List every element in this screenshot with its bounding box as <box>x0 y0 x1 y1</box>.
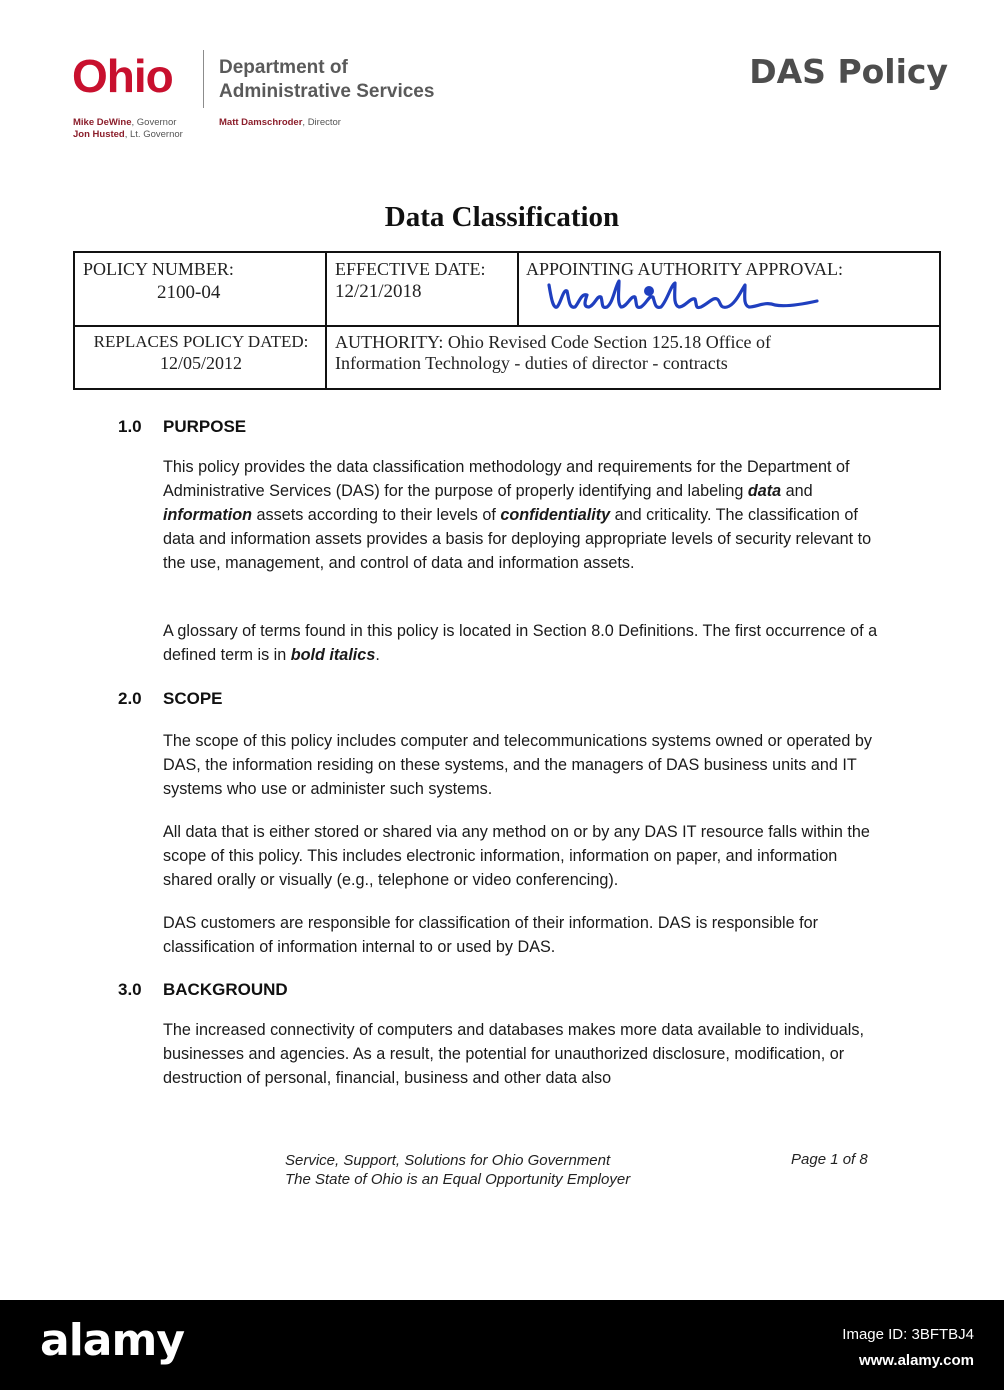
section-number: 1.0 <box>118 417 142 436</box>
defined-term: confidentiality <box>500 506 611 524</box>
authority-cell <box>335 332 935 374</box>
scope-paragraph-2: All data that is either stored or shared via any method on or by any DAS IT resource falls within the scope of this policy. This includes electronic information, information on paper, and information shared orally or visually (e.g., telephone or video conferencing). <box>163 823 870 889</box>
department-line-1: Department of <box>219 57 348 78</box>
text-run: and <box>781 482 813 500</box>
department-name <box>219 56 434 104</box>
replaces-cell <box>83 332 319 374</box>
doc-type-label: DAS Policy <box>749 52 948 91</box>
section-heading-background <box>118 980 288 1000</box>
watermark-logo: alamy <box>40 1315 184 1366</box>
scope-paragraph-1: The scope of this policy includes computer and telecommunications systems owned or operated by DAS, the information residing on these systems, and the managers of DAS business units and IT systems who use or administer such systems. <box>163 732 873 798</box>
footer-line-1: Service, Support, Solutions for Ohio Government <box>285 1152 611 1169</box>
section-title: BACKGROUND <box>163 980 288 999</box>
defined-term: data <box>747 482 782 500</box>
director-title: , Director <box>302 117 341 128</box>
section-heading-scope <box>118 689 223 709</box>
text-run: assets according to their levels of <box>252 506 501 524</box>
logo-divider <box>203 50 204 108</box>
text-run: . <box>375 646 380 664</box>
page-number: Page 1 of 8 <box>791 1151 868 1168</box>
table-divider <box>325 253 327 388</box>
governor-name: Mike DeWine <box>73 117 132 128</box>
governor-block <box>73 117 183 141</box>
replaces-date: 12/05/2012 <box>159 353 242 373</box>
purpose-paragraph-2 <box>163 619 883 667</box>
background-paragraph-1: The increased connectivity of computers and databases makes more data available to individuals, businesses and agencies. As a result, the potential for unauthorized disclosure, modification, or destruction of personal, financial, business and other data also <box>163 1021 864 1087</box>
governor-title: , Governor <box>131 117 177 128</box>
effective-date-value: 12/21/2018 <box>335 281 422 302</box>
scope-paragraph-3: DAS customers are responsible for classification of their information. DAS is responsible for classification of information internal to or used by DAS. <box>163 914 818 956</box>
signature-image <box>545 277 825 317</box>
section-number: 3.0 <box>118 980 142 999</box>
page-footer <box>285 1151 630 1189</box>
lt-governor-name: Jon Husted <box>73 129 125 140</box>
table-divider <box>75 325 939 327</box>
policy-number-cell <box>83 259 319 304</box>
text-run: A glossary of terms found in this policy is located in Section 8.0 Definitions. The first occurrence of a defined term is in <box>163 622 878 664</box>
approval-label: APPOINTING AUTHORITY APPROVAL: <box>526 259 844 279</box>
effective-date-label: EFFECTIVE DATE: <box>335 259 486 279</box>
purpose-paragraph-1 <box>163 455 883 575</box>
effective-date-cell <box>335 259 515 303</box>
policy-number-label: POLICY NUMBER: <box>83 259 234 279</box>
policy-number-value: 2100-04 <box>157 282 221 303</box>
table-divider <box>517 253 519 326</box>
director-name: Matt Damschroder <box>219 117 303 128</box>
lt-governor-title: , Lt. Governor <box>124 129 183 140</box>
defined-term: information <box>163 506 253 524</box>
watermark-url: www.alamy.com <box>858 1352 974 1369</box>
director-block <box>219 117 341 129</box>
footer-line-2: The State of Ohio is an Equal Opportunity Employer <box>285 1171 631 1188</box>
watermark-image-id: Image ID: 3BFTBJ4 <box>842 1326 974 1343</box>
authority-line-2: Information Technology - duties of director - contracts <box>335 353 728 373</box>
section-number: 2.0 <box>118 689 142 708</box>
text-run: and criticality. The classification of data and information assets provides a basis for deploying appropriate levels of security relevant to the use, management, and control of data and information assets. <box>163 506 872 572</box>
department-line-2: Administrative Services <box>219 81 435 102</box>
text-run: This policy provides the data classification methodology and requirements for the Department of Administrative Services (DAS) for the purpose of properly identifying and labeling <box>163 458 850 500</box>
section-title: PURPOSE <box>163 417 247 436</box>
ohio-logo: Ohio <box>72 50 173 102</box>
defined-term: bold italics <box>290 646 376 664</box>
replaces-label: REPLACES POLICY DATED: <box>93 332 309 351</box>
policy-info-table <box>73 251 941 390</box>
section-title: SCOPE <box>163 689 223 708</box>
section-heading-purpose <box>118 417 246 437</box>
authority-line-1: AUTHORITY: Ohio Revised Code Section 125.18 Office of <box>335 332 771 352</box>
page-title: Data Classification <box>384 201 620 233</box>
